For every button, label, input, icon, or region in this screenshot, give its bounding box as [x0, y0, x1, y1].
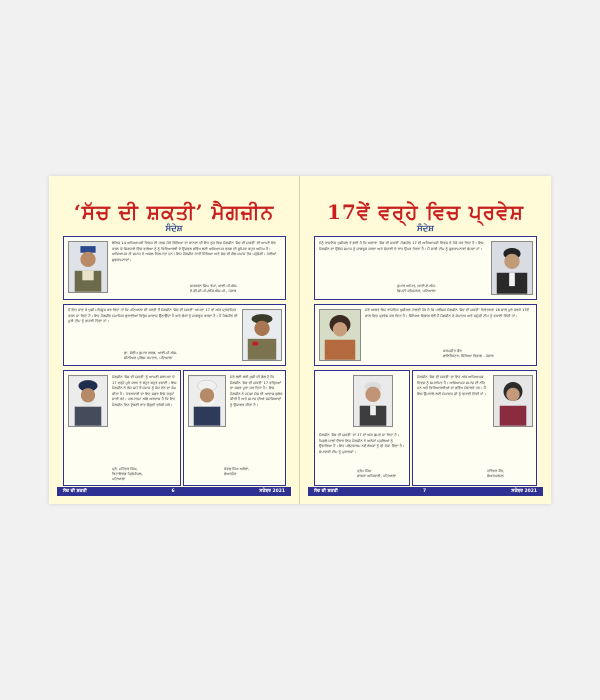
right-page-footer [308, 487, 543, 496]
footer-magazine-name: ਸੱਚ ਦੀ ਸ਼ਕਤੀ [63, 489, 87, 494]
portrait-photo [493, 375, 533, 427]
magazine-spread [49, 176, 551, 504]
right-page-subtitle: ਸੰਦੇਸ਼ [417, 224, 434, 234]
left-page-subtitle: ਸੰਦੇਸ਼ [165, 224, 183, 234]
message-box-1 [63, 236, 286, 300]
message-box-2 [314, 304, 537, 366]
left-page-footer [57, 487, 291, 496]
message-box-3 [63, 370, 181, 486]
message-box-1 [314, 236, 537, 300]
right-page-title: 17ਵੇਂ ਵਰ੍ਹੇ ਵਿਚ ਪ੍ਰਵੇਸ਼ [326, 200, 525, 224]
message-signature: ਹਰਿੰਦਰ ਕੌਰ, ਚੇਅਰਪਰਸਨ [487, 469, 505, 478]
message-text: ਮੈਗਜ਼ੀਨ 'ਸੱਚ ਦੀ ਸ਼ਕਤੀ' ਨੂੰ ਆਪਣੀ ਸਥਾਪਨਾ ਦੇ 17 ਵਰ੍ਹੇ ਪੂਰੇ ਕਰਨ ਤੇ ਬਹੁਤ ਬਹੁਤ ਵਧਾਈ। ਇਸ ਮੈਗਜ਼ੀਨ ਨੇ ਲੰਮੇ ਸਮੇਂ ਤੋਂ ਸਮਾਜ ਨੂੰ ਸੇਧ ਦੇਣ ਦਾ ਕੰਮ ਕੀਤਾ ਹੈ। ਪੱਤਰਕਾਰੀ ਦਾ ਇਹ ਸਫ਼ਰ ਇਸੇ ਤਰ੍ਹਾਂ ਜਾਰੀ ਰਹੇ। ਪਰਮਾਤਮਾ ਅੱਗੇ ਅਰਦਾਸ ਹੈ ਕਿ ਇਹ ਮੈਗਜ਼ੀਨ ਦਿਨ ਦੁੱਗਣੀ ਰਾਤ ਚੌਗੁਣੀ ਤਰੱਕੀ ਕਰੇ। [112, 375, 177, 407]
footer-date: ਸਤੰਬਰ 2021 [511, 489, 537, 494]
portrait-photo [319, 309, 361, 361]
message-text: ਮੈਨੂੰ ਰਾਜਨਿਕ ਖੁਸ਼ੀਕਲ ਤੇ ਗਈ ਹੈ ਕਿ ਅਦਾਰਾ 'ਸੱਚ ਦੀ ਸ਼ਕਤੀ' ਮੈਗਜ਼ੀਨ 17 ਵੀ ਅਧਿਆਪਕੀ ਦਿਵਸ ਦੇ ਮੌਕੇ ਕਰ ਰਿਹਾ ਹੈ। ਇਸ ਮੈਗਜ਼ੀਨ ਦਾ ਉਦੇਸ਼ ਸਮਾਜ ਨੂੰ ਜਾਗਰੂਕ ਕਰਨਾ ਅਤੇ ਸੱਚਾਈ ਦੇ ਰਾਹ ਉਪਰ ਤੋਰਨਾ ਹੈ। ਮੈਂ ਸਾਰੀ ਟੀਮ ਨੂੰ ਸ਼ੁਭਕਾਮਨਾਵਾਂ ਭੇਜਦਾ ਹਾਂ। [319, 241, 484, 251]
message-signature: ਕੁਮਾਰ ਅਮਿਤ, ਆਈ.ਏ.ਐਸ. ਡਿਪਟੀ ਕਮਿਸ਼ਨਰ, ਪਟਿਆਲਾ [397, 284, 436, 293]
message-text: ਮੇਰੇ ਲਈ ਬੜੀ ਖੁਸ਼ੀ ਦੀ ਗੱਲ ਹੈ ਕਿ ਮੈਗਜ਼ੀਨ 'ਸੱਚ ਦੀ ਸ਼ਕਤੀ' 17 ਵਰ੍ਹਿਆਂ ਦਾ ਸਫ਼ਰ ਪੂਰਾ ਕਰ ਰਿਹਾ ਹੈ। ਇਸ ਮੈਗਜ਼ੀਨ ਨੇ ਹਮੇਸ਼ਾ ਸੱਚ ਦੀ ਆਵਾਜ਼ ਬੁਲੰਦ ਕੀਤੀ ਹੈ ਅਤੇ ਸਮਾਜ ਦੀਆਂ ਸਮੱਸਿਆਵਾਂ ਨੂੰ ਉਜਾਗਰ ਕੀਤਾ ਹੈ। [230, 375, 283, 407]
message-text: ਮੈਗਜ਼ੀਨ 'ਸੱਚ ਦੀ ਸ਼ਕਤੀ' ਦਾ ਇਹ ਅੰਕ ਅਧਿਆਪਕ ਦਿਵਸ ਨੂੰ ਸਮਰਪਿਤ ਹੈ। ਅਧਿਆਪਕ ਸਮਾਜ ਦੀ ਨੀਂਹ ਹਨ ਅਤੇ ਵਿਦਿਆਰਥੀਆਂ ਦਾ ਭਵਿੱਖ ਸੰਵਾਰਦੇ ਹਨ। ਮੈਂ ਇਸ ਉਪਰਾਲੇ ਲਈ ਸੰਪਾਦਕ ਜੀ ਨੂੰ ਵਧਾਈ ਦਿੰਦੀ ਹਾਂ। [417, 375, 487, 396]
footer-magazine-name: ਸੱਚ ਦੀ ਸ਼ਕਤੀ [314, 489, 338, 494]
message-text: ਮੈਂ ਇਹ ਜਾਣ ਕੇ ਖੁਸ਼ੀ ਮਹਿਸੂਸ ਕਰ ਰਿਹਾ ਹਾਂ ਕਿ ਪਟਿਆਲਾ ਦੀ ਧਰਤੀ ਤੋਂ ਮੈਗਜ਼ੀਨ 'ਸੱਚ ਦੀ ਸ਼ਕਤੀ' ਆਪਣਾ 17 ਵਾਂ ਅੰਕ ਪ੍ਰਕਾਸ਼ਿਤ ਕਰਨ ਜਾ ਰਿਹਾ ਹੈ। ਇਹ ਮੈਗਜ਼ੀਨ ਸਮਾਜਿਕ ਬੁਰਾਈਆਂ ਵਿਰੁੱਧ ਆਵਾਜ਼ ਉਠਾਉਂਦਾ ਹੈ ਅਤੇ ਲੋਕਾਂ ਨੂੰ ਜਾਗਰੂਕ ਕਰਦਾ ਹੈ। ਮੈਂ ਮੈਗਜ਼ੀਨ ਦੀ ਪੂਰੀ ਟੀਮ ਨੂੰ ਵਧਾਈ ਦਿੰਦਾ ਹਾਂ। [68, 308, 238, 323]
officer-photo [242, 309, 282, 361]
message-signature: ਪ੍ਰੇਮ ਸਿੰਘ ਸਾਬਕਾ ਅਧਿਕਾਰੀ, ਪਟਿਆਲਾ [357, 469, 397, 478]
portrait-photo [353, 375, 393, 427]
message-signature: ਪ੍ਰੋ. ਮਹਿੰਦਰ ਸਿੰਘ, ਰਿਟਾਇਰਡ ਪ੍ਰਿੰਸੀਪਲ, ਪਟਿਆਲਾ [112, 467, 143, 481]
footer-page-number: 7 [423, 489, 427, 494]
message-box-3 [314, 370, 410, 486]
portrait-photo [188, 375, 226, 427]
officer-photo [68, 241, 108, 293]
message-signature: ਡਾ. ਸੰਦੀਪ ਕੁਮਾਰ ਗਰਗ, ਆਈ.ਪੀ.ਐਸ. ਸੀਨੀਅਰ ਪੁਲਿਸ ਕਪਤਾਨ, ਪਟਿਆਲਾ [124, 351, 178, 360]
officer-photo [491, 241, 533, 295]
left-page [49, 176, 300, 504]
footer-date: ਸਤੰਬਰ 2021 [259, 489, 285, 494]
message-box-4 [412, 370, 537, 486]
message-text: ਬੇਲਿਕ 14 ਅਧਿਆਪਕੀ ਦਿਵਸ ਦੀ ਹਰਸ ਮੌਕੇ ਸਿੱਖਿਆ ਦਾ ਚਾਨਣਾ ਦੀ ਇਹ ਨੁਕ ਵਿਚ ਮੈਗਜ਼ੀਨ 'ਸੱਚ ਦੀ ਸ਼ਕਤੀ' ਦੀ ਆਪਣੇ ਵੱਲ ਕਰਨ ਕੇ ਸਿਰਜਾਏ ਵਿੱਚ ਵਾਲੇਆ ਨੂੰ ਨੂੰ ਵਿਦਿਆਰਥੀ ਦੇ ਉਜਵਲ ਭਵਿੱਖ ਲਈ ਅਧਿਆਪਕ ਵਰਗ ਦੀ ਭੂਮਿਕਾ ਬਹੁਤ ਅਹਿਮ ਹੈ। ਅਧਿਆਪਕ ਹੀ ਸਮਾਜ ਦੇ ਅਸਲ ਨਿਰਮਾਤਾ ਹਨ। ਇਸ ਮੈਗਜ਼ੀਨ ਰਾਹੀਂ ਸਿੱਖਿਆ ਅਤੇ ਸੱਚ ਦੀ ਗੱਲ ਸਮਾਜ ਤੱਕ ਪਹੁੰਚੇਗੀ। ਮੇਰੀਆਂ ਸ਼ੁਭਕਾਮਨਾਵਾਂ। [112, 241, 277, 262]
message-signature: ਕਰਮਜੀਤ ਕੌਰ ਡਾਇਰੈਕਟਰ, ਸਿੱਖਿਆ ਵਿਭਾਗ - ਪੰਜਾਬ [443, 349, 494, 358]
portrait-photo [68, 375, 108, 427]
message-signature: ਕੇਵਲ ਸਿੰਘ ਅਰੋੜਾ, ਚੇਅਰਮੈਨ [224, 467, 250, 476]
message-signature: ਜਸਕਰਨ ਸਿੰਘ ਤੇਜਾ, ਆਈ.ਪੀ.ਐਸ. ਏ.ਡੀ.ਜੀ.ਪੀ./ਐੱਸ.ਐਸ.ਪੀ., ਪੰਜਾਬ [190, 284, 238, 293]
message-text: ਮੇਰੇ ਆਲਤ ਬਿਹ ਰਾਜਨਿਕ ਖੁਸ਼ੀਕਲ ਹਾਲਤੀ ਹੋਰ ਹੈ ਕਿ ਪਰੀਸ਼ਕ ਮੈਗਜ਼ੀਨ 'ਸੱਚ ਦੀ ਸ਼ਕਤੀ' ਨਿਰੰਤਰਤਾ 16 ਸਾਲ ਪੂਰੇ ਕਰਕੇ 17ਵੇਂ ਸਾਲ ਵਿਚ ਪ੍ਰਵੇਸ਼ ਕਰ ਰਿਹਾ ਹੈ। ਸਿੱਖਿਆ ਵਿਭਾਗ ਵੱਲੋਂ ਮੈਂ ਮੈਗਜ਼ੀਨ ਦੇ ਸੰਪਾਦਕ ਅਤੇ ਸਮੁੱਚੀ ਟੀਮ ਨੂੰ ਵਧਾਈ ਦਿੰਦੀ ਹਾਂ। [365, 308, 529, 318]
left-page-title: ‘ਸੱਚ ਦੀ ਸ਼ਕਤੀ’ ਮੈਗਜ਼ੀਨ [73, 200, 275, 224]
message-box-4 [183, 370, 286, 486]
right-page [300, 176, 551, 504]
message-box-2 [63, 304, 286, 366]
message-text: ਮੈਗਜ਼ੀਨ 'ਸੱਚ ਦੀ ਸ਼ਕਤੀ' ਦਾ 17 ਵਾਂ ਅੰਕ ਛਪਣ ਜਾ ਰਿਹਾ ਹੈ। ਪਿਛਲੇ ਸਾਲਾਂ ਦੌਰਾਨ ਇਸ ਮੈਗਜ਼ੀਨ ਨੇ ਅਨੇਕਾਂ ਮਸਲਿਆਂ ਨੂੰ ਉਭਾਰਿਆ ਹੈ। ਇਹ ਪਲੇਟਫਾਰਮ ਨਵੇਂ ਲੇਖਕਾਂ ਨੂੰ ਵੀ ਮੌਕਾ ਦਿੰਦਾ ਹੈ। ਸੰਪਾਦਕੀ ਟੀਮ ਨੂੰ ਮੁਬਾਰਕਾਂ। [319, 433, 405, 454]
footer-page-number: 6 [171, 489, 175, 494]
